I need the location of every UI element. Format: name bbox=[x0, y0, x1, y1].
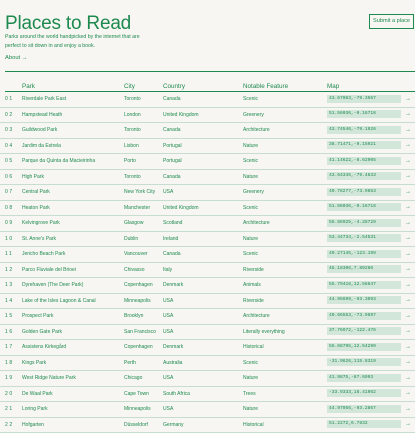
park-name: Riverdale Park East bbox=[22, 96, 66, 103]
row-number: 12 bbox=[5, 267, 14, 274]
country-name: Australia bbox=[163, 360, 182, 367]
row-number: 03 bbox=[5, 127, 14, 134]
park-name: Parque da Quinta da Macieirinha bbox=[22, 158, 95, 165]
map-coordinates[interactable]: 49.27145,-123.199 bbox=[327, 250, 401, 258]
map-coordinates[interactable]: 44.95699,-93.3093 bbox=[327, 296, 401, 304]
map-coordinates[interactable]: 43.67083,-79.3567 bbox=[327, 95, 401, 103]
column-header-city[interactable]: City bbox=[124, 83, 135, 91]
country-name: Italy bbox=[163, 267, 172, 274]
park-name: High Park bbox=[22, 174, 44, 181]
row-number: 21 bbox=[5, 406, 14, 413]
city-name: Vancouver bbox=[124, 251, 148, 258]
top-divider bbox=[5, 71, 415, 72]
map-coordinates[interactable]: 43.74546,-79.1926 bbox=[327, 126, 401, 134]
row-number: 22 bbox=[5, 422, 14, 429]
city-name: Chivasso bbox=[124, 267, 145, 274]
park-name: Kelvingrove Park bbox=[22, 220, 60, 227]
country-name: Portugal bbox=[163, 158, 182, 165]
map-coordinates[interactable]: 51.56036,-0.16718 bbox=[327, 110, 401, 118]
row-number: 02 bbox=[5, 112, 14, 119]
notable-feature: Scenic bbox=[243, 251, 258, 258]
table-row[interactable] bbox=[0, 309, 415, 325]
map-coordinates[interactable]: 43.64345,-79.4633 bbox=[327, 172, 401, 180]
notable-feature: Greenery bbox=[243, 189, 264, 196]
arrow-right-icon[interactable]: → bbox=[405, 204, 411, 211]
country-name: Ireland bbox=[163, 236, 178, 243]
notable-feature: Nature bbox=[243, 406, 258, 413]
notable-feature: Scenic bbox=[243, 205, 258, 212]
park-name: Jardim da Estrela bbox=[22, 143, 61, 150]
map-coordinates[interactable]: -33.9333,18.41962 bbox=[327, 389, 401, 397]
country-name: Scotland bbox=[163, 220, 182, 227]
notable-feature: Architecture bbox=[243, 313, 270, 320]
table-row[interactable] bbox=[0, 185, 415, 201]
country-name: Canada bbox=[163, 96, 181, 103]
column-header-map[interactable]: Map bbox=[327, 83, 339, 91]
notable-feature: Nature bbox=[243, 375, 258, 382]
arrow-right-icon[interactable]: → bbox=[405, 111, 411, 118]
country-name: Canada bbox=[163, 174, 181, 181]
arrow-right-icon[interactable]: → bbox=[405, 189, 411, 196]
notable-feature: Literally everything bbox=[243, 329, 285, 336]
city-name: San Francisco bbox=[124, 329, 156, 336]
notable-feature: Riverside bbox=[243, 267, 264, 274]
arrow-right-icon[interactable]: → bbox=[405, 313, 411, 320]
notable-feature: Nature bbox=[243, 236, 258, 243]
country-name: USA bbox=[163, 298, 173, 305]
column-header-park[interactable]: Park bbox=[22, 83, 35, 91]
notable-feature: Architecture bbox=[243, 127, 270, 134]
map-coordinates[interactable]: 41.9875,-87.6993 bbox=[327, 374, 401, 382]
arrow-right-icon[interactable]: → bbox=[405, 375, 411, 382]
arrow-right-icon[interactable]: → bbox=[405, 421, 411, 428]
map-coordinates[interactable]: 37.76972,-122.476 bbox=[327, 327, 401, 335]
notable-feature: Riverside bbox=[243, 298, 264, 305]
table-row[interactable] bbox=[0, 418, 415, 433]
table-row[interactable] bbox=[0, 402, 415, 418]
row-number: 17 bbox=[5, 344, 14, 351]
park-name: Lake of the Isles Lagoon & Canal bbox=[22, 298, 96, 305]
arrow-right-icon[interactable]: → bbox=[405, 251, 411, 258]
map-coordinates[interactable]: 55.86925,-4.28729 bbox=[327, 219, 401, 227]
park-name: Prospect Park bbox=[22, 313, 53, 320]
city-name: Toronto bbox=[124, 174, 141, 181]
city-name: Copenhagen bbox=[124, 344, 153, 351]
country-name: USA bbox=[163, 189, 173, 196]
row-number: 20 bbox=[5, 391, 14, 398]
table-row[interactable] bbox=[0, 340, 415, 356]
notable-feature: Historical bbox=[243, 422, 264, 429]
notable-feature: Scenic bbox=[243, 360, 258, 367]
row-number: 11 bbox=[5, 251, 13, 258]
map-coordinates[interactable]: 51.2272,6.7832 bbox=[327, 420, 401, 428]
about-link[interactable]: About → bbox=[5, 54, 28, 62]
table-row[interactable] bbox=[0, 371, 415, 387]
city-name: Toronto bbox=[124, 96, 141, 103]
arrow-right-icon[interactable]: → bbox=[405, 359, 411, 366]
city-name: Minneapolis bbox=[124, 406, 151, 413]
map-coordinates[interactable]: 40.78277,-73.9653 bbox=[327, 188, 401, 196]
city-name: Manchester bbox=[124, 205, 150, 212]
row-number: 13 bbox=[5, 282, 14, 289]
arrow-right-icon[interactable]: → bbox=[405, 220, 411, 227]
notable-feature: Scenic bbox=[243, 158, 258, 165]
row-number: 16 bbox=[5, 329, 14, 336]
country-name: Canada bbox=[163, 251, 181, 258]
park-name: Golden Gate Park bbox=[22, 329, 62, 336]
city-name: New York City bbox=[124, 189, 155, 196]
arrow-right-icon[interactable]: → bbox=[405, 297, 411, 304]
arrow-right-icon[interactable]: → bbox=[405, 142, 411, 149]
table-row[interactable] bbox=[0, 154, 415, 170]
row-number: 09 bbox=[5, 220, 14, 227]
table-row[interactable] bbox=[0, 387, 415, 403]
table-row[interactable] bbox=[0, 263, 415, 279]
map-coordinates[interactable]: 55.79416,12.56647 bbox=[327, 281, 401, 289]
table-row[interactable] bbox=[0, 123, 415, 139]
park-name: Parco Fluviale del Brioei bbox=[22, 267, 76, 274]
arrow-right-icon[interactable]: → bbox=[405, 127, 411, 134]
places-table bbox=[0, 92, 415, 433]
notable-feature: Trees bbox=[243, 391, 256, 398]
park-name: Loring Park bbox=[22, 406, 48, 413]
arrow-right-icon[interactable]: → bbox=[405, 328, 411, 335]
notable-feature: Nature bbox=[243, 174, 258, 181]
notable-feature: Nature bbox=[243, 143, 258, 150]
table-row[interactable] bbox=[0, 325, 415, 341]
country-name: Denmark bbox=[163, 344, 183, 351]
column-header-country[interactable]: Country bbox=[163, 83, 185, 91]
row-number: 04 bbox=[5, 143, 14, 150]
map-coordinates[interactable]: 38.71471,-9.15921 bbox=[327, 141, 401, 149]
map-coordinates[interactable]: 53.44734,-2.54531 bbox=[327, 234, 401, 242]
row-number: 14 bbox=[5, 298, 14, 305]
park-name: Assistens Kirkegård bbox=[22, 344, 66, 351]
city-name: Porto bbox=[124, 158, 136, 165]
column-header-feature[interactable]: Notable Feature bbox=[243, 83, 288, 91]
city-name: Minneapolis bbox=[124, 298, 151, 305]
table-row[interactable] bbox=[0, 108, 415, 124]
row-number: 06 bbox=[5, 174, 14, 181]
site-description: Parks around the world handpicked by the internet that are perfect to sit down in and enjoy a book. bbox=[5, 33, 145, 50]
table-row[interactable] bbox=[0, 92, 415, 108]
park-name: Hampstead Heath bbox=[22, 112, 62, 119]
arrow-right-icon[interactable]: → bbox=[405, 235, 411, 242]
country-name: Portugal bbox=[163, 143, 182, 150]
arrow-right-icon[interactable]: → bbox=[405, 282, 411, 289]
country-name: United Kingdom bbox=[163, 205, 199, 212]
submit-place-button[interactable]: Submit a place bbox=[369, 14, 414, 29]
table-row[interactable] bbox=[0, 232, 415, 248]
table-row[interactable] bbox=[0, 216, 415, 232]
country-name: South Africa bbox=[163, 391, 190, 398]
city-name: London bbox=[124, 112, 141, 119]
city-name: Düsseldorf bbox=[124, 422, 148, 429]
park-name: Hofgarten bbox=[22, 422, 44, 429]
country-name: Denmark bbox=[163, 282, 183, 289]
park-name: De Waal Park bbox=[22, 391, 53, 398]
row-number: 08 bbox=[5, 205, 14, 212]
map-coordinates[interactable]: 40.66553,-73.9697 bbox=[327, 312, 401, 320]
row-number: 18 bbox=[5, 360, 14, 367]
arrow-right-icon[interactable]: → bbox=[405, 406, 411, 413]
map-coordinates[interactable]: 45.18306,7.89286 bbox=[327, 265, 401, 273]
map-coordinates[interactable]: 44.97056,-93.2867 bbox=[327, 405, 401, 413]
country-name: Germany bbox=[163, 422, 184, 429]
arrow-right-icon[interactable]: → bbox=[405, 390, 411, 397]
park-name: Guildwood Park bbox=[22, 127, 57, 134]
city-name: Lisbon bbox=[124, 143, 139, 150]
row-number: 15 bbox=[5, 313, 14, 320]
row-number: 19 bbox=[5, 375, 14, 382]
arrow-right-icon[interactable]: → bbox=[405, 266, 411, 273]
country-name: USA bbox=[163, 329, 173, 336]
park-name: Dyrehaven (The Deer Park) bbox=[22, 282, 83, 289]
map-coordinates[interactable]: 55.68795,12.54299 bbox=[327, 343, 401, 351]
city-name: Dublin bbox=[124, 236, 138, 243]
country-name: United Kingdom bbox=[163, 112, 199, 119]
row-number: 07 bbox=[5, 189, 14, 196]
country-name: USA bbox=[163, 313, 173, 320]
park-name: West Ridge Nature Park bbox=[22, 375, 76, 382]
notable-feature: Greenery bbox=[243, 112, 264, 119]
park-name: Heaton Park bbox=[22, 205, 50, 212]
arrow-right-icon[interactable]: → bbox=[405, 173, 411, 180]
row-number: 10 bbox=[5, 236, 14, 243]
map-coordinates[interactable]: -31.9626,115.8319 bbox=[327, 358, 401, 366]
park-name: Jericho Beach Park bbox=[22, 251, 65, 258]
row-number: 01 bbox=[5, 96, 14, 103]
notable-feature: Animals bbox=[243, 282, 261, 289]
city-name: Perth bbox=[124, 360, 136, 367]
table-row[interactable] bbox=[0, 356, 415, 372]
country-name: USA bbox=[163, 406, 173, 413]
map-coordinates[interactable]: 41.14622,-8.62905 bbox=[327, 157, 401, 165]
city-name: Copenhagen bbox=[124, 282, 153, 289]
table-row[interactable] bbox=[0, 247, 415, 263]
country-name: USA bbox=[163, 375, 173, 382]
table-row[interactable] bbox=[0, 278, 415, 294]
notable-feature: Architecture bbox=[243, 220, 270, 227]
map-coordinates[interactable]: 51.56036,-0.16718 bbox=[327, 203, 401, 211]
table-row[interactable] bbox=[0, 170, 415, 186]
arrow-right-icon[interactable]: → bbox=[405, 344, 411, 351]
park-name: Central Park bbox=[22, 189, 50, 196]
city-name: Chicago bbox=[124, 375, 142, 382]
park-name: St. Anne's Park bbox=[22, 236, 56, 243]
city-name: Glasgow bbox=[124, 220, 143, 227]
arrow-right-icon[interactable]: → bbox=[405, 158, 411, 165]
row-number: 05 bbox=[5, 158, 14, 165]
arrow-right-icon[interactable]: → bbox=[405, 96, 411, 103]
country-name: Canada bbox=[163, 127, 181, 134]
city-name: Toronto bbox=[124, 127, 141, 134]
park-name: Kings Park bbox=[22, 360, 46, 367]
notable-feature: Historical bbox=[243, 344, 264, 351]
table-row[interactable] bbox=[0, 139, 415, 155]
city-name: Cape Town bbox=[124, 391, 149, 398]
table-row[interactable] bbox=[0, 201, 415, 217]
page-title: Places to Read bbox=[5, 13, 131, 35]
notable-feature: Scenic bbox=[243, 96, 258, 103]
city-name: Brooklyn bbox=[124, 313, 143, 320]
table-row[interactable] bbox=[0, 294, 415, 310]
